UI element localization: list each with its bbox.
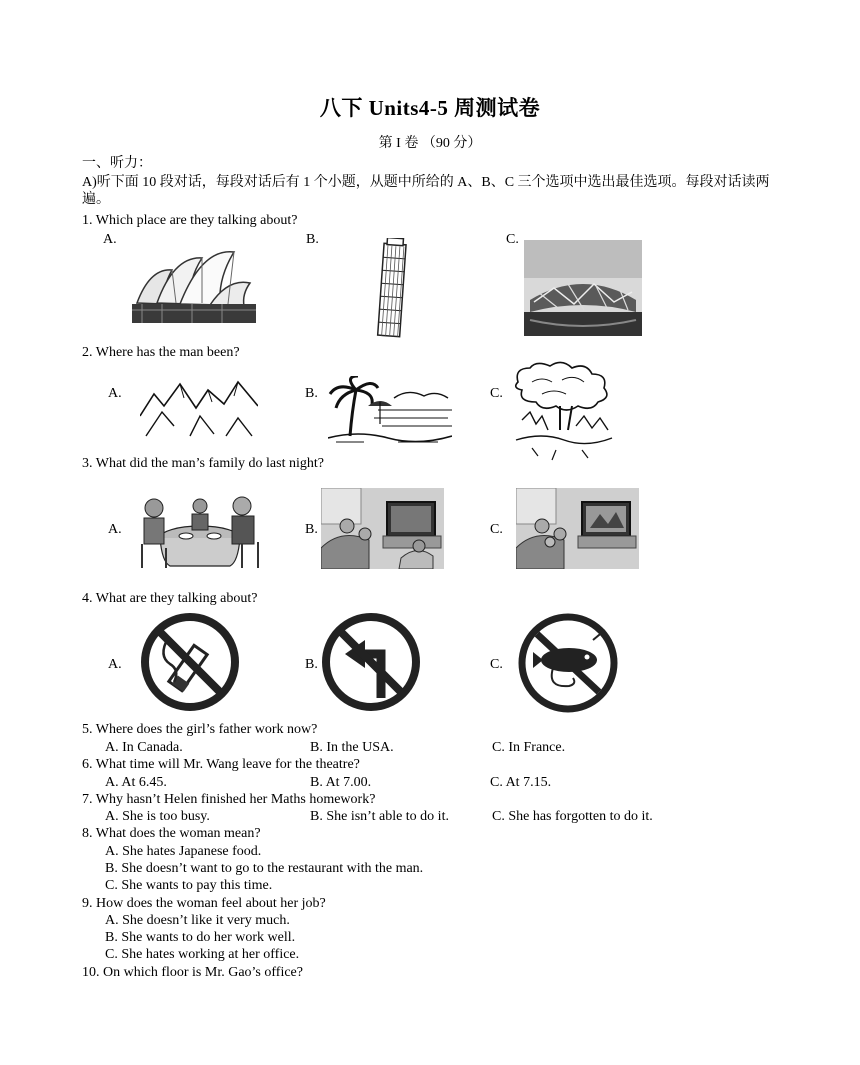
q1-option-b: B. [306,232,319,247]
forest-trees-image [512,360,616,464]
q3-option-a: A. [108,522,122,537]
question-8: 8. What does the woman mean? [82,826,261,841]
no-left-turn-sign-icon [321,612,421,712]
q6-option-a: A. At 6.45. [105,775,167,790]
q2-option-b: B. [305,386,318,401]
q8-option-a: A. She hates Japanese food. [105,844,262,859]
birds-nest-stadium-image [524,240,642,336]
q4-option-a: A. [108,657,122,672]
q5-option-a: A. In Canada. [105,740,183,755]
question-1: 1. Which place are they talking about? [82,213,298,228]
q6-option-c: C. At 7.15. [490,775,552,790]
question-3: 3. What did the man’s family do last night? [82,456,324,471]
no-fishing-sign-icon [517,612,619,714]
no-smoking-sign-icon [140,612,240,712]
q2-option-a: A. [108,386,122,401]
section-instruction: A)听下面 10 段对话，每段对话后有 1 个小题，从题中所给的 A、B、C 三个选项中选出最佳选项。每段对话读两遍。 [82,175,770,207]
question-2: 2. Where has the man been? [82,345,240,360]
q5-option-c: C. In France. [492,740,566,755]
q1-option-c: C. [506,232,519,247]
family-dinner-image [138,492,262,570]
q8-option-c: C. She wants to pay this time. [105,878,273,893]
q2-option-c: C. [490,386,503,401]
section-heading: 一、听力： [82,156,152,171]
q3-option-c: C. [490,522,503,537]
q3-option-b: B. [305,522,318,537]
q9-option-b: B. She wants to do her work well. [105,930,296,945]
page-subtitle: 第 I 卷 （90 分） [378,136,482,151]
q9-option-a: A. She doesn’t like it very much. [105,913,290,928]
question-4: 4. What are they talking about? [82,591,258,606]
q9-option-c: C. She hates working at her office. [105,947,300,962]
q5-option-b: B. In the USA. [310,740,394,755]
q8-option-b: B. She doesn’t want to go to the restaurant with the man. [105,861,424,876]
q4-option-b: B. [305,657,318,672]
page-title: 八下 Units4-5 周测试卷 [319,96,541,120]
q4-option-c: C. [490,657,503,672]
question-6: 6. What time will Mr. Wang leave for the theatre? [82,757,360,772]
q6-option-b: B. At 7.00. [310,775,372,790]
beach-palm-tree-image [328,376,452,446]
family-watching-tv-image [321,488,444,569]
q7-option-c: C. She has forgotten to do it. [492,809,653,824]
sydney-opera-house-image [132,248,256,323]
question-10: 10. On which floor is Mr. Gao’s office? [82,965,303,980]
question-5: 5. Where does the girl’s father work now? [82,722,318,737]
mountains-image [140,376,258,438]
question-9: 9. How does the woman feel about her job? [82,896,326,911]
family-watching-tv-image-2 [516,488,639,569]
q7-option-b: B. She isn’t able to do it. [310,809,449,824]
q1-option-a: A. [103,232,117,247]
q7-option-a: A. She is too busy. [105,809,210,824]
leaning-tower-of-pisa-image [372,238,412,338]
question-7: 7. Why hasn’t Helen finished her Maths homework? [82,792,376,807]
